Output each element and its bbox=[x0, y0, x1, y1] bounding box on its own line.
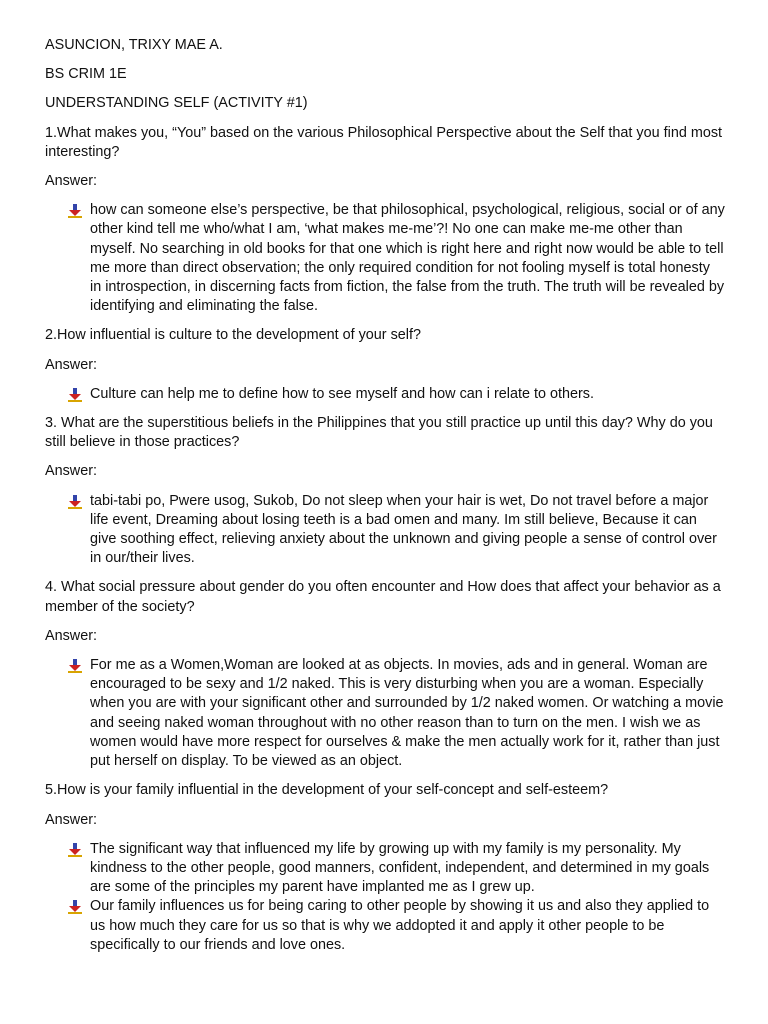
question-4: 4. What social pressure about gender do you often encounter and How does that affect your behavior as a member of the society? bbox=[45, 579, 721, 615]
question-5: 5.How is your family influential in the development of your self-concept and self-esteem? bbox=[45, 782, 609, 799]
arrow-bullet-icon bbox=[68, 659, 82, 673]
answer-text: tabi-tabi po, Pwere usog, Sukob, Do not sleep when your hair is wet, Do not travel before a major life event, Dreaming about losing teeth is a bad omen and many. Im still believe, Because it can give soothing effect, relieving anxiety about the unknown and giving people a sense of control over in our/their lives. bbox=[90, 492, 717, 567]
question-2: 2.How influential is culture to the development of your self? bbox=[45, 327, 421, 344]
answer-item bbox=[90, 840, 725, 898]
answer-text: Our family influences us for being caring to other people by showing it us and also they applied to us how much they care for us so that is why we addopted it and apply it other people to be specifically to our friends and love ones. bbox=[90, 898, 710, 953]
answer-item bbox=[90, 385, 725, 404]
arrow-bullet-icon bbox=[68, 495, 82, 509]
answer-item bbox=[90, 492, 725, 569]
arrow-bullet-icon bbox=[68, 900, 82, 914]
answer-item bbox=[90, 201, 725, 316]
student-name: ASUNCION, TRIXY MAE A. bbox=[45, 37, 223, 53]
question-3: 3. What are the superstitious beliefs in the Philippines that you still practice up until this day? Why do you still believe in those practices? bbox=[45, 415, 713, 451]
answer-text: how can someone else’s perspective, be that philosophical, psychological, religious, social or of any other kind tell me who/what I am, ‘what makes me-me’?! No one can make me-me other than myself. No searching in old books for that one which is right here and right now would be able to tell me more than direct observation; the only required condition for not fooling myself is total honesty in introspection, in discerning facts from fiction, the false from the truth. The truth will be revealed by identifying and eliminating the false. bbox=[90, 202, 725, 315]
questions-section bbox=[45, 124, 725, 955]
answer-list-1 bbox=[45, 201, 725, 316]
answer-list-4 bbox=[45, 656, 725, 771]
answer-list-5 bbox=[45, 840, 725, 955]
answer-label: Answer: bbox=[45, 811, 97, 828]
answer-item bbox=[90, 897, 725, 955]
answer-item bbox=[90, 656, 725, 771]
answer-text: The significant way that influenced my life by growing up with my family is my personality. My kindness to the other people, good manners, confident, independent, and determined in my goals are some of the principles my parent have implanted me as I grew up. bbox=[90, 840, 710, 896]
arrow-bullet-icon bbox=[68, 388, 82, 402]
answer-text: Culture can help me to define how to see myself and how can i relate to others. bbox=[90, 385, 594, 402]
question-1: 1.What makes you, “You” based on the various Philosophical Perspective about the Self that you find most interesting? bbox=[45, 124, 723, 160]
answer-label: Answer: bbox=[45, 463, 97, 480]
answer-label: Answer: bbox=[45, 173, 97, 190]
document-page bbox=[45, 36, 725, 965]
answer-list-2 bbox=[45, 385, 725, 404]
answer-label: Answer: bbox=[45, 356, 97, 373]
answer-label: Answer: bbox=[45, 627, 97, 644]
arrow-bullet-icon bbox=[68, 204, 82, 218]
answer-list-3 bbox=[45, 492, 725, 569]
answer-text: For me as a Women,Woman are looked at as objects. In movies, ads and in general. Woman are encouraged to be sexy and 1/2 naked. This is very disturbing when you are a woman. Especially when you are with your significant other and surrounded by 1/2 naked women. Or watching a movie and seeing naked woman throughout with no other reason than to turn on the men. I wish we as women would have more respect for ourselves & make the men actually work for it, rather than just put herself on display. To be viewed as an object. bbox=[90, 657, 724, 770]
course-section: BS CRIM 1E bbox=[45, 66, 127, 83]
activity-title: UNDERSTANDING SELF (ACTIVITY #1) bbox=[45, 95, 308, 112]
arrow-bullet-icon bbox=[68, 843, 82, 857]
